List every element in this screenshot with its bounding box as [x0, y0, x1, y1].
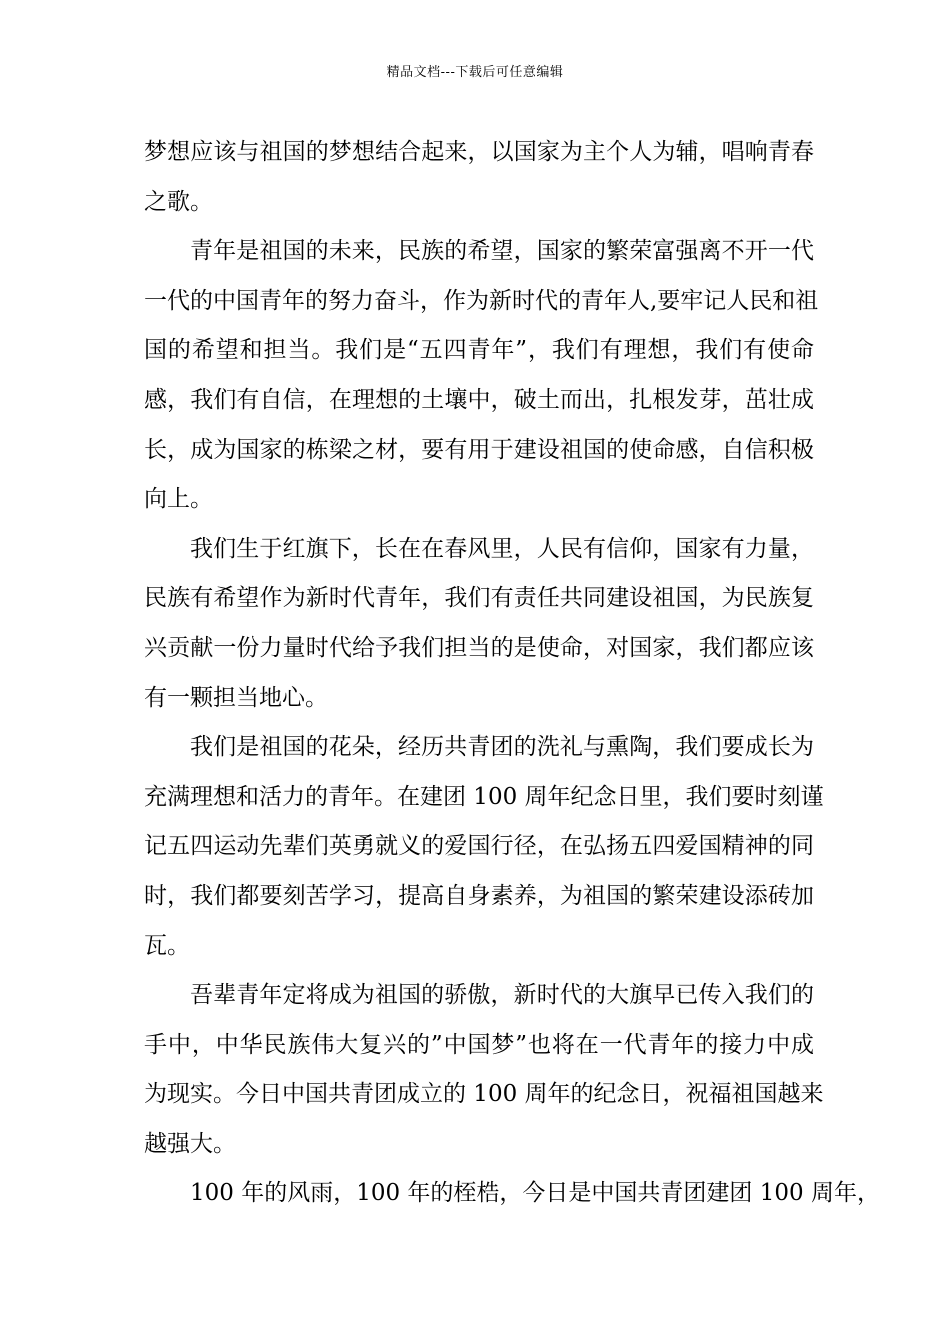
paragraph — [144, 971, 824, 1169]
paragraph — [144, 227, 819, 525]
paragraph — [144, 723, 824, 971]
paragraph — [144, 525, 814, 723]
text-line: 国的希望和担当。我们是“五四青年”，我们有理想，我们有使命 — [144, 337, 814, 364]
document-body — [144, 128, 880, 1219]
text-line: 有一颗担当地心。 — [144, 684, 328, 711]
text-line: 青年是祖国的未来，民族的希望，国家的繁荣富强离不开一代 — [190, 238, 814, 265]
text-line: 越强大。 — [144, 1130, 236, 1157]
text-line: 长，成为国家的栋梁之材，要有用于建设祖国的使命感，自信积极 — [144, 436, 814, 463]
text-line: 100 年的风雨，100 年的桎梏，今日是中国共青团建团 100 周年， — [190, 1180, 880, 1207]
text-line: 兴贡献一份力量时代给予我们担当的是使命，对国家，我们都应该 — [144, 634, 814, 661]
text-line: 记五四运动先辈们英勇就义的爱国行径，在弘扬五四爱国精神的同 — [144, 833, 814, 860]
text-line: 我们生于红旗下，长在在春风里，人民有信仰，国家有力量， — [190, 535, 814, 562]
text-line: 之歌。 — [144, 188, 213, 215]
text-line: 我们是祖国的花朵，经历共青团的洗礼与熏陶，我们要成长为 — [190, 734, 814, 761]
text-line: 瓦。 — [144, 932, 190, 959]
text-line: 为现实。今日中国共青团成立的 100 周年的纪念日，祝福祖国越来 — [144, 1081, 824, 1108]
paragraph — [144, 128, 814, 227]
text-line: 充满理想和活力的青年。在建团 100 周年纪念日里，我们要时刻谨 — [144, 783, 824, 810]
text-line: 向上。 — [144, 486, 213, 513]
text-line: 时，我们都要刻苦学习，提高自身素养，为祖国的繁荣建设添砖加 — [144, 882, 814, 909]
page-header: 精品文档---下载后可任意编辑 — [386, 65, 564, 80]
paragraph — [144, 1169, 880, 1219]
text-line: 一代的中国青年的努力奋斗，作为新时代的青年人,要牢记人民和祖 — [144, 287, 819, 314]
text-line: 梦想应该与祖国的梦想结合起来，以国家为主个人为辅，唱响青春 — [144, 139, 814, 165]
text-line: 吾辈青年定将成为祖国的骄傲，新时代的大旗早已传入我们的 — [190, 982, 814, 1009]
text-line: 手中，中华民族伟大复兴的”中国梦”也将在一代青年的接力中成 — [144, 1031, 814, 1058]
text-line: 感，我们有自信，在理想的土壤中，破土而出，扎根发芽，茁壮成 — [144, 386, 814, 413]
text-line: 民族有希望作为新时代青年，我们有责任共同建设祖国，为民族复 — [144, 585, 814, 612]
